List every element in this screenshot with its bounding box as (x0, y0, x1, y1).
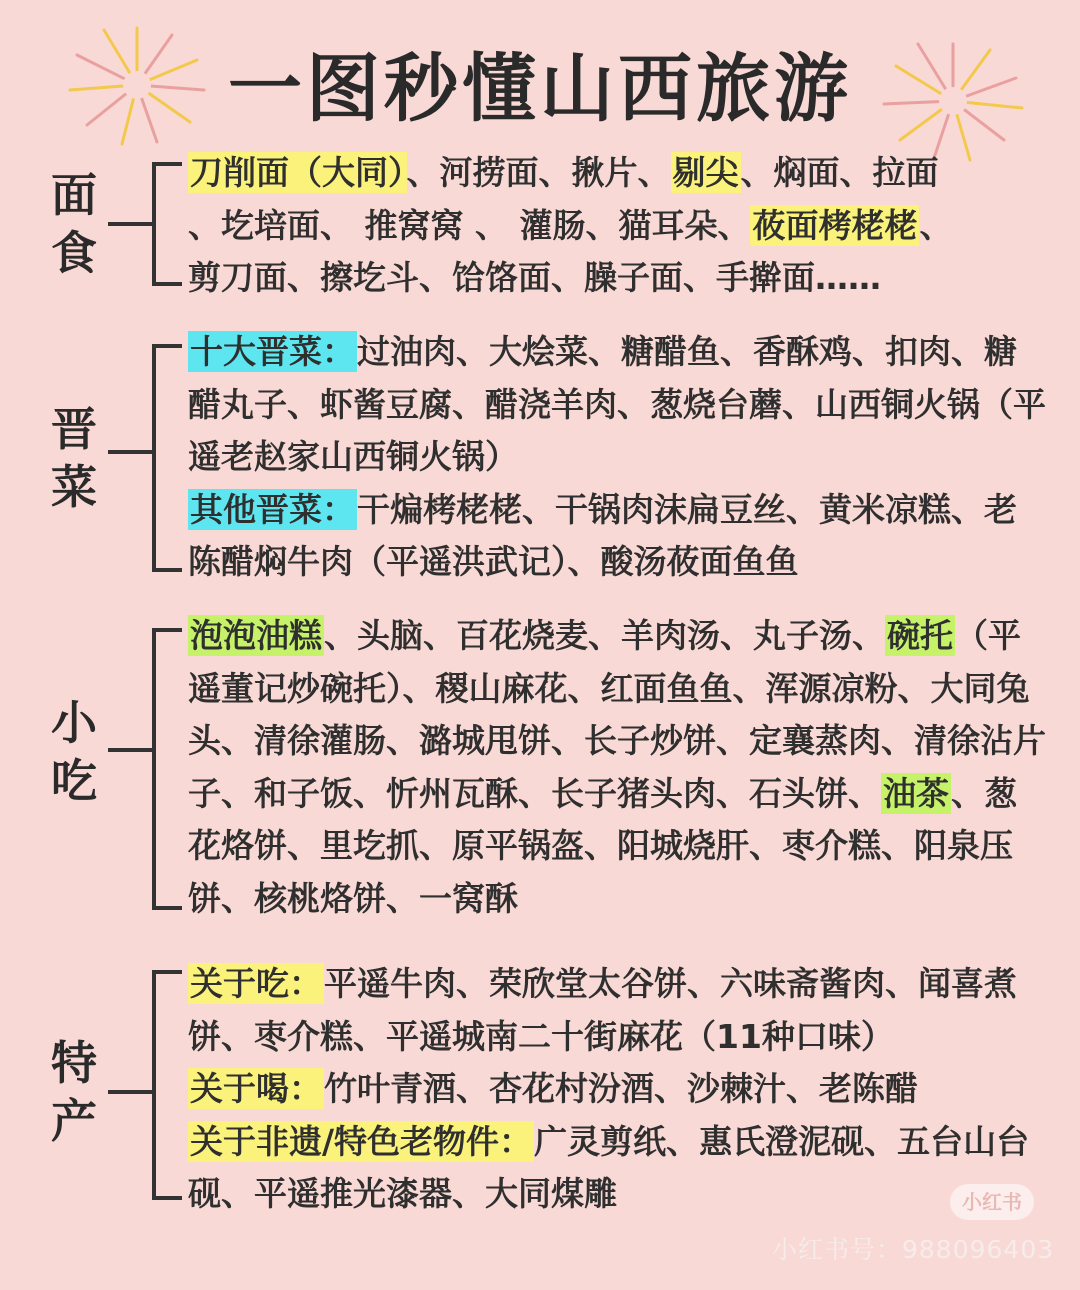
content-text: 、圪培面、 推窝窝 、 灌肠、猫耳朵、 (188, 205, 751, 245)
bracket-top (152, 344, 182, 348)
section-content-noodles (188, 147, 1048, 305)
page-title: 一图秒懂山西旅游 (228, 46, 852, 132)
label-char: 菜 (51, 460, 97, 514)
label-char: 吃 (51, 754, 97, 808)
content-line: 剪刀面、擦圪斗、饸饹面、臊子面、手擀面…… (188, 258, 881, 297)
highlight-tag: 莜面栲栳栳 (752, 205, 918, 245)
bracket-bottom (152, 906, 182, 910)
tag-heritage: 关于非遗/特色老物件： (190, 1121, 533, 1161)
section-label-jin-cuisine (48, 400, 100, 516)
section-snacks (0, 610, 1080, 920)
bracket-top (152, 970, 182, 974)
content-text: 、河捞面、揪片、 (406, 153, 671, 192)
bracket-bottom (152, 282, 182, 286)
tag-drink: 关于喝： (190, 1069, 322, 1108)
bracket-stem (108, 748, 154, 752)
bracket-line (152, 970, 156, 1200)
label-char: 产 (51, 1094, 97, 1148)
content-paragraph (188, 1063, 1048, 1116)
content-text: 、葱花烙饼、里圪抓、原平锅盔、阳城烧肝、枣介糕、阳泉压饼、核桃烙饼、一窝酥 (188, 773, 1017, 918)
bracket-line (152, 628, 156, 910)
section-noodles (0, 148, 1080, 298)
content-text: （平遥董记炒碗托）、稷山麻花、红面鱼鱼、浑源凉粉、大同兔头、清徐灌肠、潞城甩饼、长子炒饼、定襄蒸肉、清徐沾片子、和子饭、忻州瓦酥、长子猪头肉、石头饼、 (188, 616, 1046, 813)
section-label-specialties (48, 1034, 100, 1150)
watermark-id: 小红书号：988096403 (772, 1235, 1055, 1264)
section-content-snacks (188, 610, 1048, 925)
tag-eat: 关于吃： (190, 964, 322, 1003)
content-text: 干煸栲栳栳、干锅肉沫扁豆丝、黄米凉糕、老陈醋焖牛肉（平遥洪武记）、酸汤莜面鱼鱼 (188, 489, 1017, 581)
highlight-tag: 刀削面（大同） (190, 153, 405, 192)
content-line (188, 200, 1048, 253)
label-char: 小 (51, 696, 97, 750)
content-text: 平遥牛肉、荣欣堂太谷饼、六味斋酱肉、闻喜煮饼、枣介糕、平遥城南二十街麻花（11种口味） (188, 964, 1017, 1056)
content-paragraph (188, 1116, 1048, 1221)
section-content-specialties (188, 958, 1048, 1221)
highlight-tag: 油茶 (883, 773, 949, 813)
content-text: 、焖面、拉面 (740, 153, 939, 192)
content-text: 广灵剪纸、惠氏澄泥砚、五台山台砚、平遥推光漆器、大同煤雕 (188, 1121, 1030, 1213)
content-paragraph (188, 958, 1048, 1063)
content-text: 、 (919, 205, 953, 245)
bracket-stem (108, 450, 154, 454)
content-paragraph (188, 326, 1048, 484)
label-char: 特 (51, 1036, 97, 1090)
content-paragraph (188, 610, 1048, 925)
bracket-bottom (152, 568, 182, 572)
content-text: 竹叶青酒、杏花村汾酒、沙棘汁、老陈醋 (324, 1069, 918, 1108)
bracket-stem (108, 1090, 154, 1094)
section-label-noodles (48, 166, 100, 282)
bracket-top (152, 162, 182, 166)
tag-other: 其他晋菜： (190, 489, 355, 529)
section-content-jin-cuisine (188, 326, 1048, 589)
label-char: 晋 (51, 402, 97, 456)
content-text: 过油肉、大烩菜、糖醋鱼、香酥鸡、扣肉、糖醋丸子、虾酱豆腐、醋浇羊肉、葱烧台蘑、山西铜火锅（平遥老赵家山西铜火锅） (188, 332, 1046, 476)
bracket-bottom (152, 1196, 182, 1200)
section-specialties (0, 958, 1080, 1213)
bracket-line (152, 344, 156, 572)
section-jin-cuisine (0, 328, 1080, 581)
tag-top-ten: 十大晋菜： (190, 332, 355, 371)
watermark-badge: 小红书 (950, 1184, 1034, 1220)
content-line (188, 147, 1048, 200)
highlight-tag: 泡泡油糕 (190, 616, 322, 655)
label-char: 食 (51, 226, 97, 280)
content-paragraph (188, 484, 1048, 589)
highlight-tag: 碗托 (887, 616, 953, 655)
content-text: 、头脑、百花烧麦、羊肉汤、丸子汤、 (324, 616, 885, 655)
label-char: 面 (51, 168, 97, 222)
bracket-top (152, 628, 182, 632)
section-label-snacks (48, 694, 100, 810)
bracket-line (152, 162, 156, 286)
highlight-tag: 剔尖 (672, 153, 739, 192)
bracket-stem (108, 222, 154, 226)
